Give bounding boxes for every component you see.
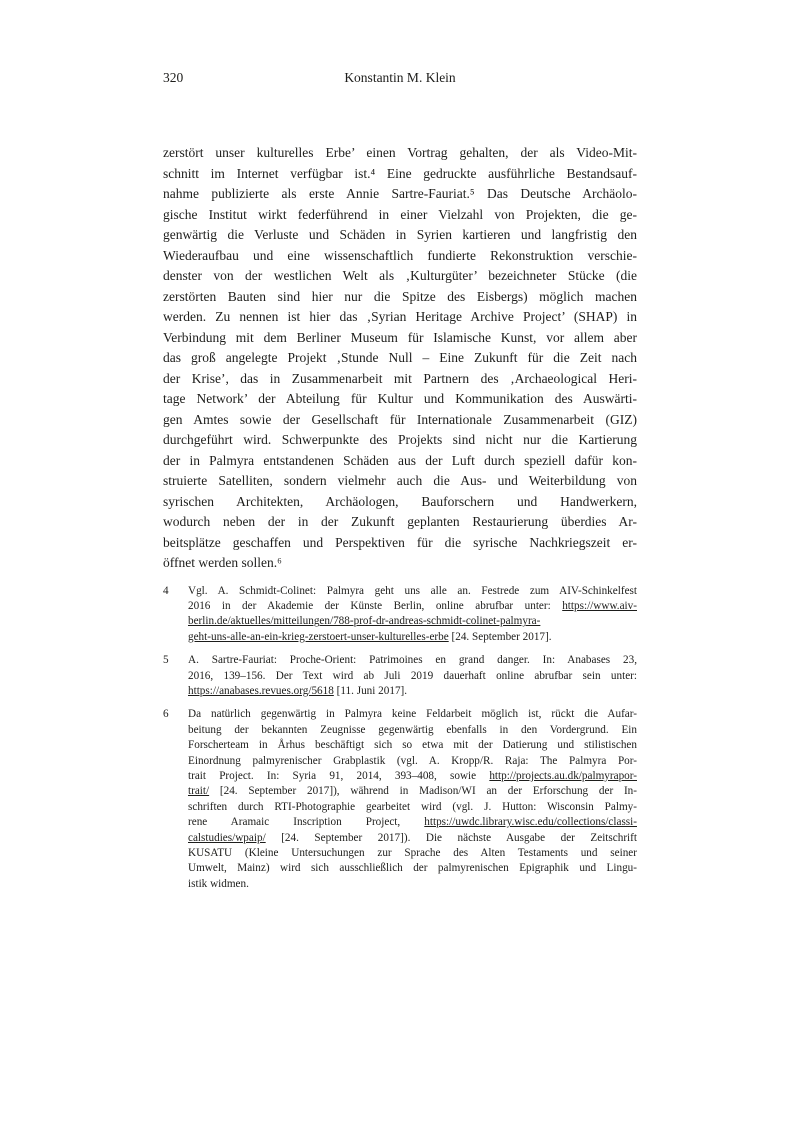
body-line: nahme publizierte als erste Annie Sartre-Fauriat.⁵ Das Deutsche Archäolo- [163,186,637,201]
url-link[interactable]: https://uwdc.library.wisc.edu/collections/classi- [424,816,637,829]
body-line: Verbindung mit dem Berliner Museum für Islamische Kunst, vor allem aber [163,329,637,345]
footnote-segment: rene Aramaic Inscription Project, [188,816,425,829]
footnotes [163,584,637,893]
footnote-line [188,653,637,668]
footnote-number: 6 [163,708,169,721]
footnote-segment: [24. September 2017]). Die nächste Ausgabe der Zeitschrift [265,831,637,844]
footnote-segment: schriften durch RTI-Photographie gearbeitet wird (vgl. J. Hutton: Wisconsin Palmy- [188,800,637,813]
footnote-line [188,754,637,769]
footnote-line [188,738,637,753]
footnote-line [188,669,637,684]
url-link[interactable]: trait/ [188,785,210,798]
body-line: gen Amtes sowie der Gesellschaft für Internationale Zusammenarbeit (GIZ) [163,411,637,427]
footnote-segment: A. Sartre-Fauriat: Proche-Orient: Patrimoines en grand danger. In: Anabases 23, [188,654,637,667]
body-text [163,143,637,574]
footnote-segment: 2016, 139–156. Der Text wird ab Juli 2019 dauerhaft online abrufbar sein unter: [188,669,637,682]
footnote-segment: [24. September 2017]. [448,630,552,643]
footnote-line [188,707,637,722]
body-line: öffnet werden sollen.⁶ [163,555,282,570]
footnote-line [188,769,637,784]
body-line: denster von der westlichen Welt als ‚Kulturgüter’ bezeichneter Stücke (die [163,268,637,283]
footnote-segment: 2016 in der Akademie der Künste Berlin, online abrufbar unter: [188,599,563,612]
footnote-line [188,831,637,846]
footnote-number: 4 [163,584,169,597]
footnote-line [188,815,637,830]
footnote-line [188,599,637,614]
footnote-text [188,653,637,699]
body-line: das groß angelegte Projekt ‚Stunde Null – Eine Zukunft für die Zeit nach [163,350,637,365]
page-number: 320 [163,70,184,85]
footnote-segment: KUSATU (Kleine Untersuchungen zur Sprache des Alten Testaments und seiner [188,847,637,859]
body-line: Wiederaufbau und eine wissenschaftlich fundierte Rekonstruktion verschie- [163,247,637,263]
footnote-line [188,846,637,861]
footnote-line [188,614,637,629]
url-link[interactable]: geht-uns-alle-an-ein-krieg-zerstoert-unser-kulturelles-erbe [188,630,449,643]
footnote-line [188,800,637,815]
footnote-segment: Forscherteam in Århus beschäftigt sich so etwa mit der Datierung und stilistischen [188,739,637,752]
footnote-line [188,877,637,892]
footnote-line [188,630,637,645]
footnote-segment: trait Project. In: Syria 91, 2014, 393–408, sowie [188,769,490,782]
body-line: werden. Zu nennen ist hier das ‚Syrian Heritage Archive Project’ (SHAP) in [163,309,637,324]
body-line: schnitt im Internet verfügbar ist.⁴ Eine gedruckte ausführliche Bestandsauf- [163,165,637,181]
footnote-line [188,723,637,738]
footnote-segment: Vgl. A. Schmidt-Colinet: Palmyra geht uns alle an. Festrede zum AIV-Schinkelfest [188,584,637,597]
footnote-line [188,784,637,799]
body-line: zerstört unser kulturelles Erbe’ einen Vortrag gehalten, der als Video-Mit- [163,145,637,160]
footnote-segment: Da natürlich gegenwärtig in Palmyra keine Feldarbeit möglich ist, rückt die Aufar- [188,708,637,721]
body-line: struierte Satelliten, sondern vielmehr auch die Aus- und Weiterbildung von [163,473,637,488]
footnote [163,707,637,892]
page-header [163,70,637,86]
body-line: wodurch neben der in der Zukunft geplanten Restaurierung überdies Ar- [163,514,637,529]
footnote-segment: [24. September 2017]), während in Madison/WI an der Erforschung der In- [209,785,637,798]
body-line: durchgeführt wird. Schwerpunkte des Projekts sind nicht nur die Kartierung [163,432,637,447]
url-link[interactable]: calstudies/wpaip/ [188,831,266,844]
footnote-text [188,707,637,892]
body-line: der in Palmyra entstandenen Schäden aus der Luft durch speziell dafür kon- [163,452,637,468]
url-link[interactable]: http://projects.au.dk/palmyrapor- [489,769,637,782]
body-line: tage Network’ der Abteilung für Kultur und Kommunikation des Auswärti- [163,391,637,406]
footnote-segment: beitung der bekannten Zeugnisse gegenwärtig ebenfalls in den Vordergrund. Ein [188,723,637,736]
url-link[interactable]: https://anabases.revues.org/5618 [188,684,334,697]
body-line: zerstörten Bauten sind hier nur die Spitze des Eisbergs) möglich machen [163,288,637,304]
footnote-segment: istik widmen. [188,877,249,890]
body-line: genwärtig die Verluste und Schäden in Syrien kartieren und langfristig den [163,227,637,242]
running-head: Konstantin M. Klein [344,70,456,85]
footnote-text [188,584,637,646]
footnote-line [188,684,637,699]
body-line: syrischen Architekten, Archäologen, Bauforschern und Handwerkern, [163,493,637,509]
body-line: gische Institut wirkt federführend in einer Vielzahl von Projekten, die ge- [163,206,637,222]
footnote [163,584,637,646]
body-line: der Krise’, das in Zusammenarbeit mit Partnern des ‚Archaeological Heri- [163,370,637,386]
footnote-segment: Umwelt, Mainz) wird sich ausschließlich der palmyrenischen Epigraphik und Lingu- [188,862,637,875]
url-link[interactable]: https://www.aiv- [562,599,637,612]
footnote-segment: Einordnung palmyrenischer Grabplastik (vgl. A. Kropp/R. Raja: The Palmyra Por- [188,754,637,767]
footnote-number: 5 [163,654,169,667]
body-line: beitsplätze geschaffen und Perspektiven für die syrische Nachkriegszeit er- [163,534,637,550]
url-link[interactable]: berlin.de/aktuelles/mitteilungen/788-prof-dr-andreas-schmidt-colinet-palmyra- [188,615,541,628]
footnote [163,653,637,699]
footnote-line [188,584,637,599]
footnote-line [188,861,637,876]
footnote-segment: [11. Juni 2017]. [333,684,408,697]
